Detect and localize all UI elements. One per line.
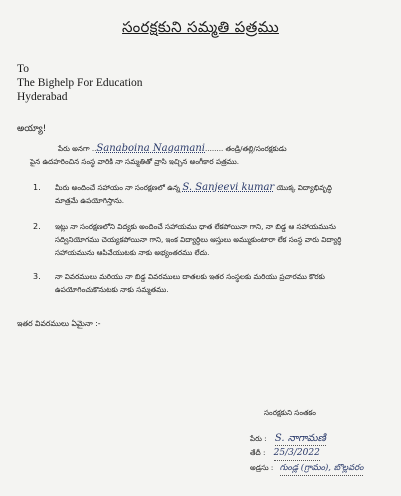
address-label: అడ్రసు : [250,463,274,472]
signature-date-handwritten: 25/3/2022 [274,447,320,461]
signature-heading: సంరక్షకుని సంతకం [264,408,316,417]
intro-prefix: పేరు అనగా .. [58,144,97,153]
student-name-handwritten: S. Sanjeevi kumar [182,182,275,193]
address-line-organization: The Bighelp For Education [17,77,143,89]
item-1-line-2: మాత్రమే ఉపయోగిస్తాను. [55,196,124,205]
item-3-line-1: నా వివరములు మరియు నా బిడ్డ వివరములు దాతలకు ఇతర సంస్థలకు మరియు ప్రచారము కొరకు [55,272,325,281]
item-number: 3. [33,272,41,281]
intro-suffix: ........ తండ్రి/తల్లి/సంరక్షకుడు [205,144,287,153]
intro-line-1 [58,143,287,154]
name-label: పేరు : [250,434,267,443]
recipient-address [17,62,143,104]
date-label: తేదీ : [250,448,266,457]
intro-line-2: పైన ఉదహరించిన సంస్థ వారికి నా సమ్మతితో వ్రాసి ఇచ్చిన అంగీకార పత్రము. [30,157,240,166]
signature-details [250,432,363,476]
item-2-line-1: ఇట్లు నా సంరక్షణలోని విద్యకు అందించే సహాయము ధాత లేకపోయినా గాని, నా బిడ్డ ఆ సహాయమును [55,222,336,231]
other-details-label: ఇతర వివరములు ఏమైనా :- [17,319,101,328]
signature-date-row [250,446,363,461]
item-3-line-2: ఉపయోగించుకొనుటకు నాకు సమ్మతము. [55,285,169,294]
signature-address-handwritten: గుండ్ల (గ్రామం), బొల్లవరం [280,462,364,476]
salutation: అయ్యా! [17,124,47,134]
item-1-line-1 [55,182,332,193]
item-number: 1. [33,183,41,192]
address-line-to: To [17,63,29,75]
document-title: సంరక్షకుని సమ్మతి పత్రము [122,18,279,36]
signature-name-handwritten: S. నాగామణి [274,433,326,444]
item-1-text: మీరు అందించే సహాయం నా సంరక్షణలో ఉన్న [55,183,183,192]
item-2-line-2: సద్వినియోగము చెయ్యకపోయినా గాని, ఇంక విద్యార్థిలు ఆస్తులు అమ్ముకుంటారా లేక సంస్థ వారు విద్యార్థి [55,235,342,244]
guardian-name-handwritten: Sanaboina Nagamani [96,143,205,154]
signature-name-row [250,432,363,446]
address-line-city: Hyderabad [17,91,68,103]
item-number: 2. [33,222,41,231]
item-1-text-end: యొక్క విద్యాభివృద్ధి [274,183,332,192]
item-2-line-3: సహాయమును ఆపివేయుటకు నాకు అభ్యంతరము లేదు. [55,248,210,257]
signature-address-row [250,461,363,476]
